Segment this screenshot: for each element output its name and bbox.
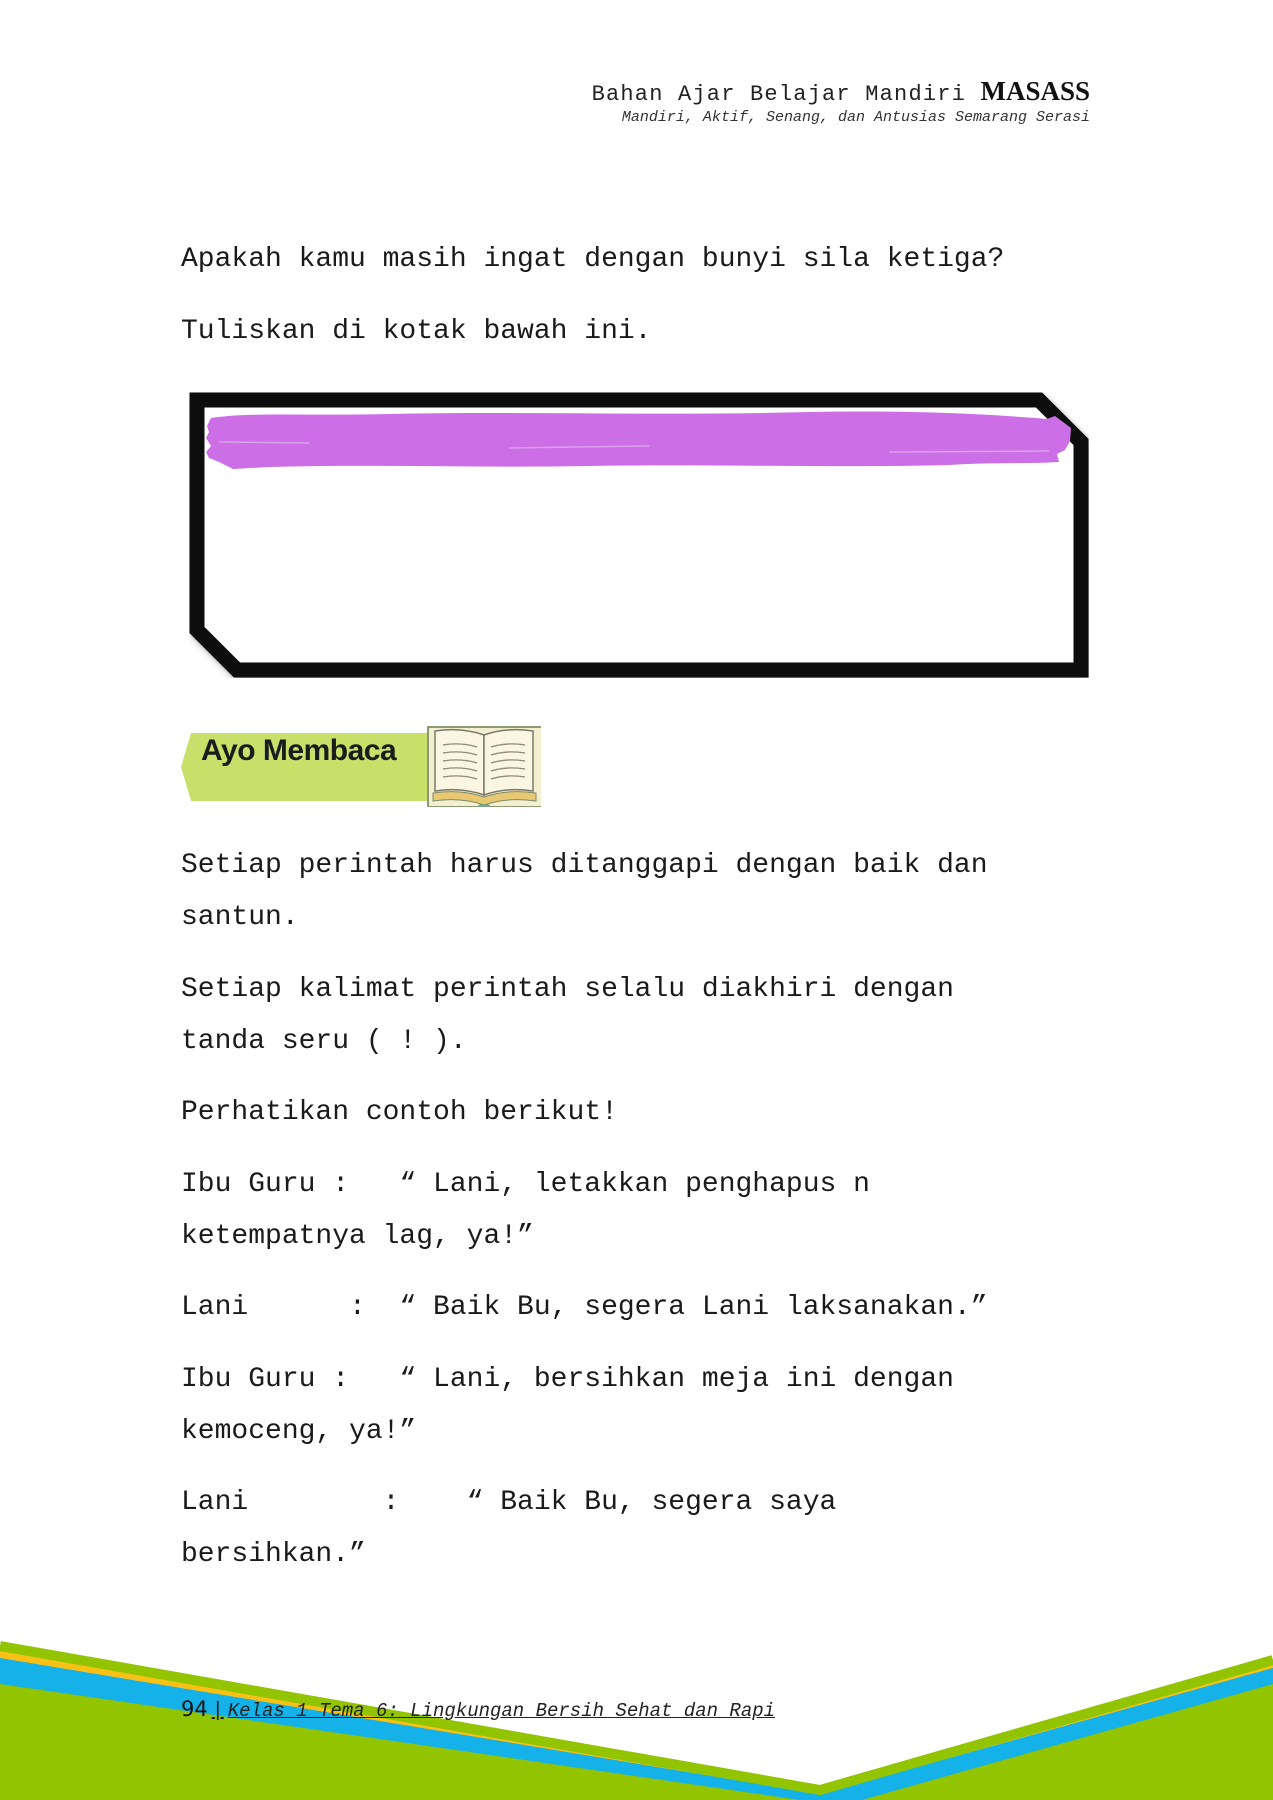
ayo-membaca-badge bbox=[181, 725, 541, 807]
dialogue-line-3: Ibu Guru : “ Lani, bersihkan meja ini dengan kemoceng, ya!” bbox=[181, 1364, 954, 1447]
footer-separator: | bbox=[211, 1700, 224, 1723]
question-text: Apakah kamu masih ingat dengan bunyi sila ketiga? bbox=[181, 244, 1005, 275]
page-number: 94 bbox=[181, 1697, 208, 1721]
dialogue-line-4: Lani : “ Baik Bu, segera saya bersihkan.” bbox=[181, 1487, 837, 1570]
course-title: Kelas 1 Tema 6: Lingkungan Bersih Sehat dan Rapi bbox=[227, 1700, 776, 1722]
open-book-icon bbox=[428, 727, 541, 807]
page-footer bbox=[181, 1697, 775, 1723]
header-brand: MASASS bbox=[980, 76, 1090, 106]
dialogue-line-2: Lani : “ Baik Bu, segera Lani laksanakan.” bbox=[181, 1292, 988, 1323]
instruction-text: Tuliskan di kotak bawah ini. bbox=[181, 316, 652, 347]
section-title: Ayo Membaca bbox=[201, 734, 397, 767]
page-header bbox=[592, 76, 1090, 126]
answer-box[interactable] bbox=[189, 392, 1089, 678]
reading-paragraph-2: Setiap kalimat perintah selalu diakhiri dengan tanda seru ( ! ). bbox=[181, 974, 954, 1057]
highlight-brush-stroke bbox=[206, 411, 1071, 469]
header-title bbox=[592, 76, 1090, 107]
reading-paragraph-1: Setiap perintah harus ditanggapi dengan baik dan santun. bbox=[181, 850, 988, 933]
header-title-text: Bahan Ajar Belajar Mandiri bbox=[591, 82, 967, 107]
header-subtitle: Mandiri, Aktif, Senang, dan Antusias Semarang Serasi bbox=[621, 109, 1090, 126]
dialogue-line-1: Ibu Guru : “ Lani, letakkan penghapus n ketempatnya lag, ya!” bbox=[181, 1169, 870, 1252]
reading-paragraph-3: Perhatikan contoh berikut! bbox=[181, 1097, 618, 1128]
